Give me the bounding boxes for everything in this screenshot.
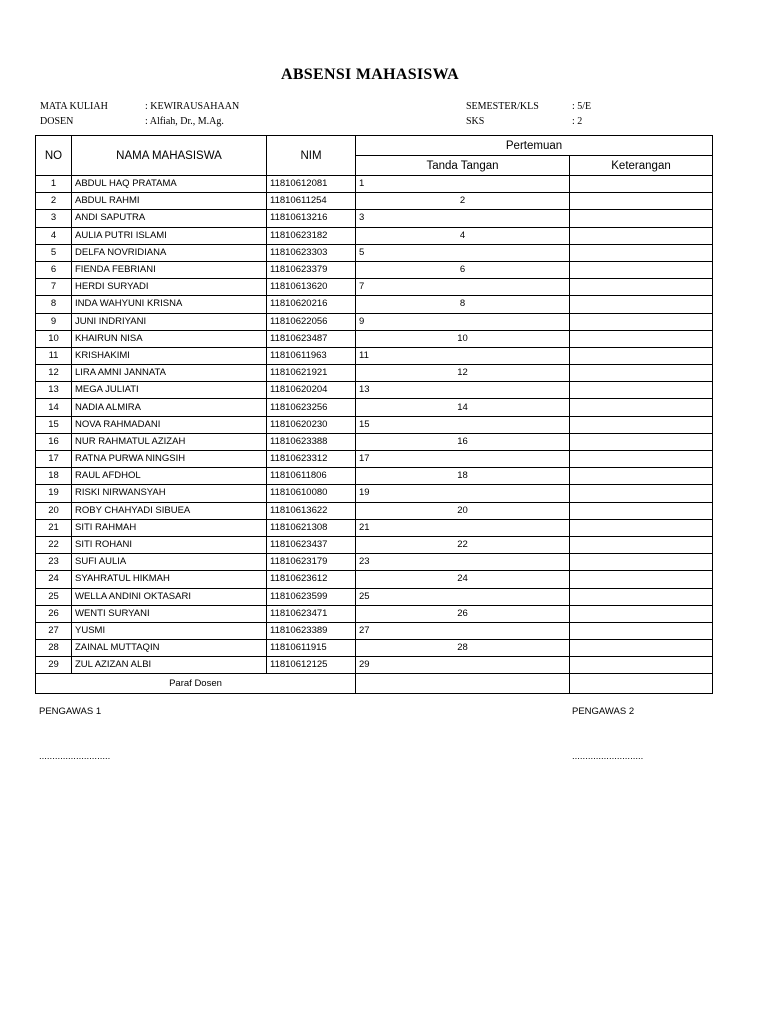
keterangan-cell (570, 657, 713, 674)
student-nim: 11810623599 (267, 588, 356, 605)
keterangan-cell (570, 382, 713, 399)
row-number: 26 (36, 605, 72, 622)
keterangan-cell (570, 433, 713, 450)
table-row (36, 571, 713, 588)
student-name: WENTI SURYANI (72, 605, 267, 622)
student-name: DELFA NOVRIDIANA (72, 244, 267, 261)
student-nim: 11810611254 (267, 193, 356, 210)
row-number: 7 (36, 279, 72, 296)
student-nim: 11810622056 (267, 313, 356, 330)
row-number: 27 (36, 622, 72, 639)
keterangan-cell (570, 313, 713, 330)
row-number: 19 (36, 485, 72, 502)
student-nim: 11810623471 (267, 605, 356, 622)
student-name: NADIA ALMIRA (72, 399, 267, 416)
row-number: 21 (36, 519, 72, 536)
keterangan-cell (570, 261, 713, 278)
row-number: 13 (36, 382, 72, 399)
row-number: 10 (36, 330, 72, 347)
student-name: ANDI SAPUTRA (72, 210, 267, 227)
keterangan-cell (570, 605, 713, 622)
header-keterangan: Keterangan (570, 156, 713, 176)
student-nim: 11810623487 (267, 330, 356, 347)
sks-label: SKS (466, 116, 485, 127)
keterangan-cell (570, 296, 713, 313)
student-name: SUFI AULIA (72, 554, 267, 571)
table-row (36, 365, 713, 382)
table-row (36, 468, 713, 485)
keterangan-cell (570, 399, 713, 416)
student-name: ZAINAL MUTTAQIN (72, 640, 267, 657)
row-number: 29 (36, 657, 72, 674)
keterangan-cell (570, 227, 713, 244)
signature-cell: 13 (356, 382, 570, 399)
table-row (36, 588, 713, 605)
signature-cell: 23 (356, 554, 570, 571)
table-row (36, 261, 713, 278)
keterangan-cell (570, 519, 713, 536)
semester-label: SEMESTER/KLS (466, 101, 539, 112)
signature-cell: 14 (356, 399, 570, 416)
paraf-dosen-signature-cell (356, 674, 570, 694)
row-number: 28 (36, 640, 72, 657)
pengawas-2-label: PENGAWAS 2 (572, 706, 635, 717)
student-name: YUSMI (72, 622, 267, 639)
student-nim: 11810623303 (267, 244, 356, 261)
student-name: MEGA JULIATI (72, 382, 267, 399)
row-number: 23 (36, 554, 72, 571)
signature-cell: 1 (356, 176, 570, 193)
student-name: NUR RAHMATUL AZIZAH (72, 433, 267, 450)
table-row (36, 485, 713, 502)
student-nim: 11810612081 (267, 176, 356, 193)
student-nim: 11810621921 (267, 365, 356, 382)
signature-cell: 8 (356, 296, 570, 313)
student-nim: 11810623379 (267, 261, 356, 278)
signature-cell: 27 (356, 622, 570, 639)
signature-cell: 21 (356, 519, 570, 536)
student-name: LIRA AMNI JANNATA (72, 365, 267, 382)
signature-cell: 19 (356, 485, 570, 502)
keterangan-cell (570, 193, 713, 210)
signature-cell: 22 (356, 536, 570, 553)
student-name: FIENDA FEBRIANI (72, 261, 267, 278)
keterangan-cell (570, 451, 713, 468)
row-number: 11 (36, 347, 72, 364)
row-number: 2 (36, 193, 72, 210)
pengawas-2-signature-line: ........................... (572, 751, 644, 762)
signature-cell: 29 (356, 657, 570, 674)
keterangan-cell (570, 279, 713, 296)
keterangan-cell (570, 176, 713, 193)
paraf-dosen-label: Paraf Dosen (36, 674, 356, 694)
student-name: RISKI NIRWANSYAH (72, 485, 267, 502)
table-row (36, 605, 713, 622)
student-name: RAUL AFDHOL (72, 468, 267, 485)
dosen-label: DOSEN (40, 116, 74, 127)
keterangan-cell (570, 347, 713, 364)
keterangan-cell (570, 554, 713, 571)
student-name: ZUL AZIZAN ALBI (72, 657, 267, 674)
signature-cell: 28 (356, 640, 570, 657)
row-number: 3 (36, 210, 72, 227)
student-nim: 11810611963 (267, 347, 356, 364)
student-name: INDA WAHYUNI KRISNA (72, 296, 267, 313)
keterangan-cell (570, 365, 713, 382)
keterangan-cell (570, 536, 713, 553)
student-nim: 11810611806 (267, 468, 356, 485)
signature-cell: 12 (356, 365, 570, 382)
student-nim: 11810612125 (267, 657, 356, 674)
signature-cell: 9 (356, 313, 570, 330)
signature-cell: 25 (356, 588, 570, 605)
signature-cell: 11 (356, 347, 570, 364)
student-name: KRISHAKIMI (72, 347, 267, 364)
table-row (36, 382, 713, 399)
signature-cell: 20 (356, 502, 570, 519)
student-name: JUNI INDRIYANI (72, 313, 267, 330)
student-nim: 11810623182 (267, 227, 356, 244)
table-row (36, 451, 713, 468)
header-nama: NAMA MAHASISWA (72, 136, 267, 176)
student-nim: 11810623312 (267, 451, 356, 468)
signature-cell: 17 (356, 451, 570, 468)
table-row (36, 519, 713, 536)
signature-cell: 7 (356, 279, 570, 296)
signature-cell: 10 (356, 330, 570, 347)
table-row (36, 227, 713, 244)
table-row (36, 416, 713, 433)
semester-value: : 5/E (572, 101, 592, 112)
pengawas-1-label: PENGAWAS 1 (39, 706, 102, 717)
student-nim: 11810623256 (267, 399, 356, 416)
row-number: 6 (36, 261, 72, 278)
table-row (36, 210, 713, 227)
student-name: HERDI SURYADI (72, 279, 267, 296)
row-number: 9 (36, 313, 72, 330)
table-row (36, 193, 713, 210)
student-name: RATNA PURWA NINGSIH (72, 451, 267, 468)
keterangan-cell (570, 244, 713, 261)
student-nim: 11810620204 (267, 382, 356, 399)
attendance-table (35, 135, 713, 694)
mata-kuliah-label: MATA KULIAH (40, 101, 108, 112)
header-pertemuan: Pertemuan (356, 136, 713, 156)
header-no: NO (36, 136, 72, 176)
student-name: KHAIRUN NISA (72, 330, 267, 347)
table-row (36, 640, 713, 657)
keterangan-cell (570, 210, 713, 227)
table-row (36, 330, 713, 347)
header-tanda-tangan: Tanda Tangan (356, 156, 570, 176)
signature-cell: 26 (356, 605, 570, 622)
keterangan-cell (570, 640, 713, 657)
keterangan-cell (570, 485, 713, 502)
keterangan-cell (570, 571, 713, 588)
table-row (36, 176, 713, 193)
row-number: 25 (36, 588, 72, 605)
student-nim: 11810623179 (267, 554, 356, 571)
row-number: 17 (36, 451, 72, 468)
row-number: 16 (36, 433, 72, 450)
table-row (36, 554, 713, 571)
row-number: 24 (36, 571, 72, 588)
sks-value: : 2 (572, 116, 583, 127)
student-name: ROBY CHAHYADI SIBUEA (72, 502, 267, 519)
student-nim: 11810620216 (267, 296, 356, 313)
row-number: 18 (36, 468, 72, 485)
signature-cell: 3 (356, 210, 570, 227)
signature-cell: 24 (356, 571, 570, 588)
table-row (36, 622, 713, 639)
student-name: SITI RAHMAH (72, 519, 267, 536)
table-row (36, 279, 713, 296)
student-name: ABDUL RAHMI (72, 193, 267, 210)
dosen-value: : Alfiah, Dr., M.Ag. (145, 116, 224, 127)
signature-cell: 4 (356, 227, 570, 244)
table-row (36, 399, 713, 416)
table-row (36, 347, 713, 364)
row-number: 5 (36, 244, 72, 261)
signature-cell: 16 (356, 433, 570, 450)
mata-kuliah-value: : KEWIRAUSAHAAN (145, 101, 240, 112)
student-name: AULIA PUTRI ISLAMI (72, 227, 267, 244)
signature-cell: 6 (356, 261, 570, 278)
signature-cell: 18 (356, 468, 570, 485)
table-row (36, 502, 713, 519)
row-number: 12 (36, 365, 72, 382)
student-nim: 11810623389 (267, 622, 356, 639)
row-number: 15 (36, 416, 72, 433)
student-nim: 11810613620 (267, 279, 356, 296)
header-nim: NIM (267, 136, 356, 176)
student-nim: 11810623437 (267, 536, 356, 553)
student-nim: 11810613216 (267, 210, 356, 227)
row-number: 22 (36, 536, 72, 553)
student-nim: 11810611915 (267, 640, 356, 657)
keterangan-cell (570, 622, 713, 639)
student-name: SYAHRATUL HIKMAH (72, 571, 267, 588)
table-row (36, 313, 713, 330)
row-number: 20 (36, 502, 72, 519)
student-name: ABDUL HAQ PRATAMA (72, 176, 267, 193)
student-name: WELLA ANDINI OKTASARI (72, 588, 267, 605)
student-nim: 11810620230 (267, 416, 356, 433)
keterangan-cell (570, 588, 713, 605)
row-number: 14 (36, 399, 72, 416)
keterangan-cell (570, 502, 713, 519)
keterangan-cell (570, 330, 713, 347)
student-nim: 11810623388 (267, 433, 356, 450)
student-nim: 11810621308 (267, 519, 356, 536)
table-row (36, 244, 713, 261)
student-nim: 11810610080 (267, 485, 356, 502)
signature-cell: 5 (356, 244, 570, 261)
signature-cell: 15 (356, 416, 570, 433)
student-name: NOVA RAHMADANI (72, 416, 267, 433)
student-nim: 11810613622 (267, 502, 356, 519)
row-number: 1 (36, 176, 72, 193)
row-number: 4 (36, 227, 72, 244)
student-nim: 11810623612 (267, 571, 356, 588)
table-row (36, 296, 713, 313)
row-number: 8 (36, 296, 72, 313)
table-row (36, 657, 713, 674)
table-row (36, 536, 713, 553)
pengawas-1-signature-line: ........................... (39, 751, 111, 762)
table-row (36, 433, 713, 450)
signature-cell: 2 (356, 193, 570, 210)
document-title: ABSENSI MAHASISWA (280, 66, 460, 83)
student-name: SITI ROHANI (72, 536, 267, 553)
keterangan-cell (570, 416, 713, 433)
keterangan-cell (570, 468, 713, 485)
paraf-dosen-keterangan-cell (570, 674, 713, 694)
